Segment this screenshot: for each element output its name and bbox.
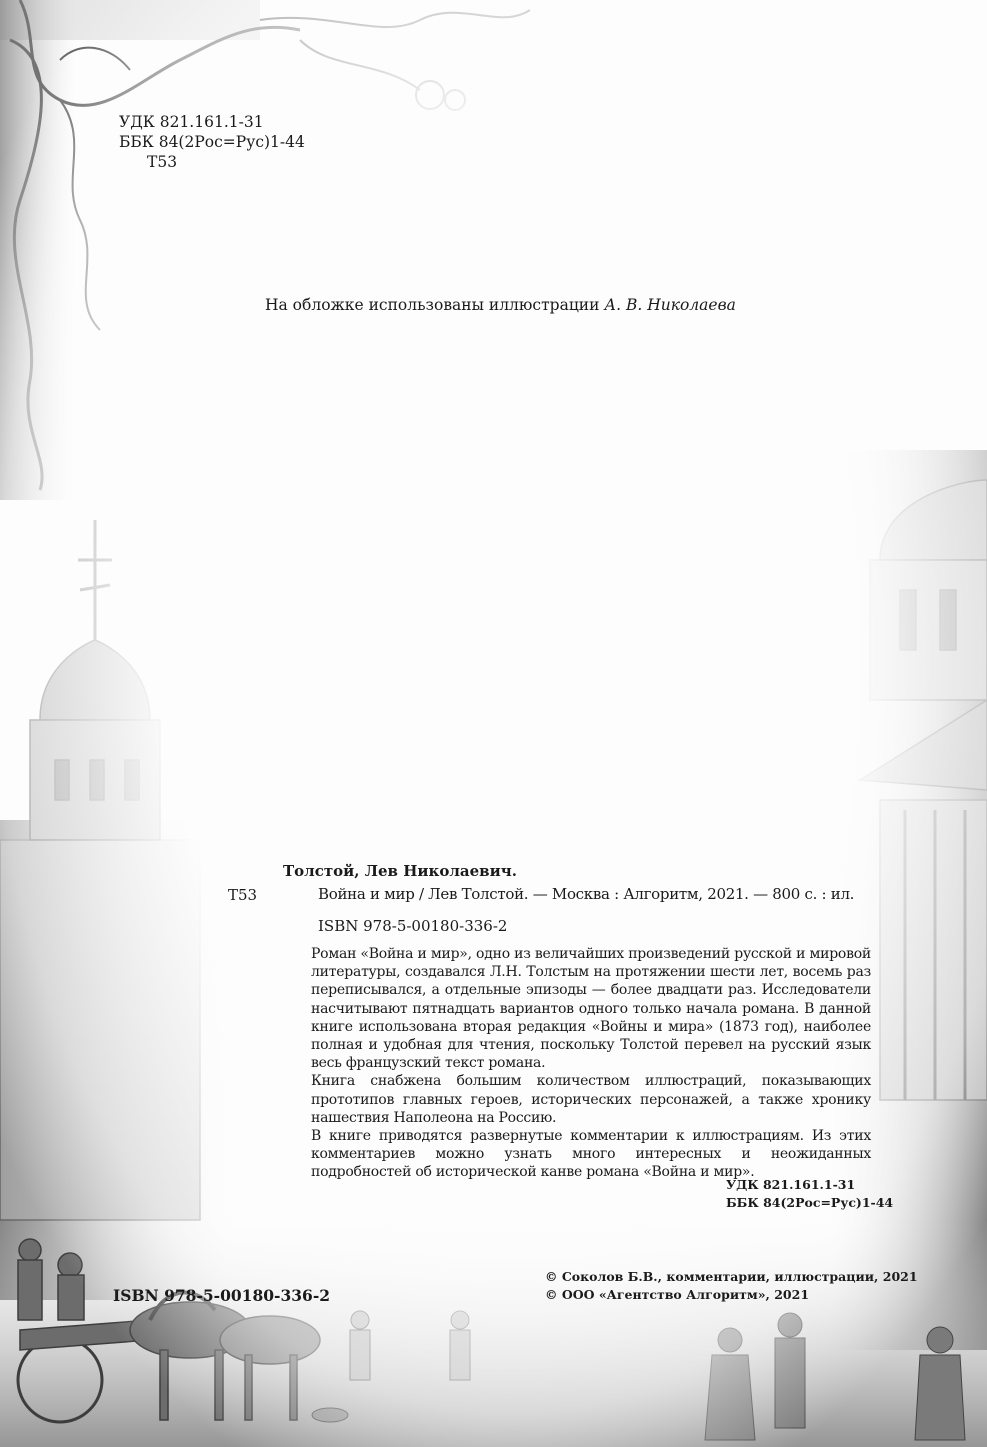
catalog-isbn: ISBN 978-5-00180-336-2 <box>318 917 508 935</box>
catalog-code: Т53 <box>228 886 258 904</box>
code-top: Т53 <box>147 153 178 171</box>
annotation-paragraph: Книга снабжена большим количеством иллюстраций, показывающих прототипов главных героев, исторических персонажей, а также хронику нашествия Наполеона на Россию. <box>311 1073 871 1126</box>
copyright-line-1: © Соколов Б.В., комментарии, иллюстрации, 2021 <box>545 1269 918 1284</box>
annotation <box>281 945 871 1182</box>
annotation-paragraph: Роман «Война и мир», одно из величайших произведений русской и мировой литературы, создавался Л.Н. Толстым на протяжении шести лет, восемь раз переписывался, а отдельные эпизоды — более двадцати раз. Исследователи насчитывают пятнадцать вариантов одного только начала романа. В данной книге использована вторая редакция «Войны и мира» (1873 год), наиболее полная и удобная для чтения, поскольку Толстой перевел на русский язык весь французский текст романа. <box>311 946 871 1072</box>
catalog-title-line: Война и мир / Лев Толстой. — Москва : Алгоритм, 2021. — 800 с. : ил. <box>318 885 855 903</box>
footer-isbn: ISBN 978-5-00180-336-2 <box>113 1286 331 1305</box>
cover-note-artist: А. В. Николаева <box>604 296 736 314</box>
cover-note-text: На обложке использованы иллюстрации <box>265 296 605 314</box>
catalog-bbk: ББК 84(2Рос=Рус)1-44 <box>726 1195 894 1210</box>
bbk-top: ББК 84(2Рос=Рус)1-44 <box>119 133 305 151</box>
cover-note <box>265 296 736 314</box>
copyright-line-2: © ООО «Агентство Алгоритм», 2021 <box>545 1287 810 1302</box>
catalog-udk: УДК 821.161.1-31 <box>726 1177 856 1192</box>
annotation-paragraph: В книге приводятся развернутые комментарии к иллюстрациям. Из этих комментариев можно узнать много интересных и неожиданных подробностей об исторической канве романа «Война и мир». <box>311 1128 871 1181</box>
catalog-author: Толстой, Лев Николаевич. <box>283 862 517 880</box>
udk-top: УДК 821.161.1-31 <box>119 113 264 131</box>
